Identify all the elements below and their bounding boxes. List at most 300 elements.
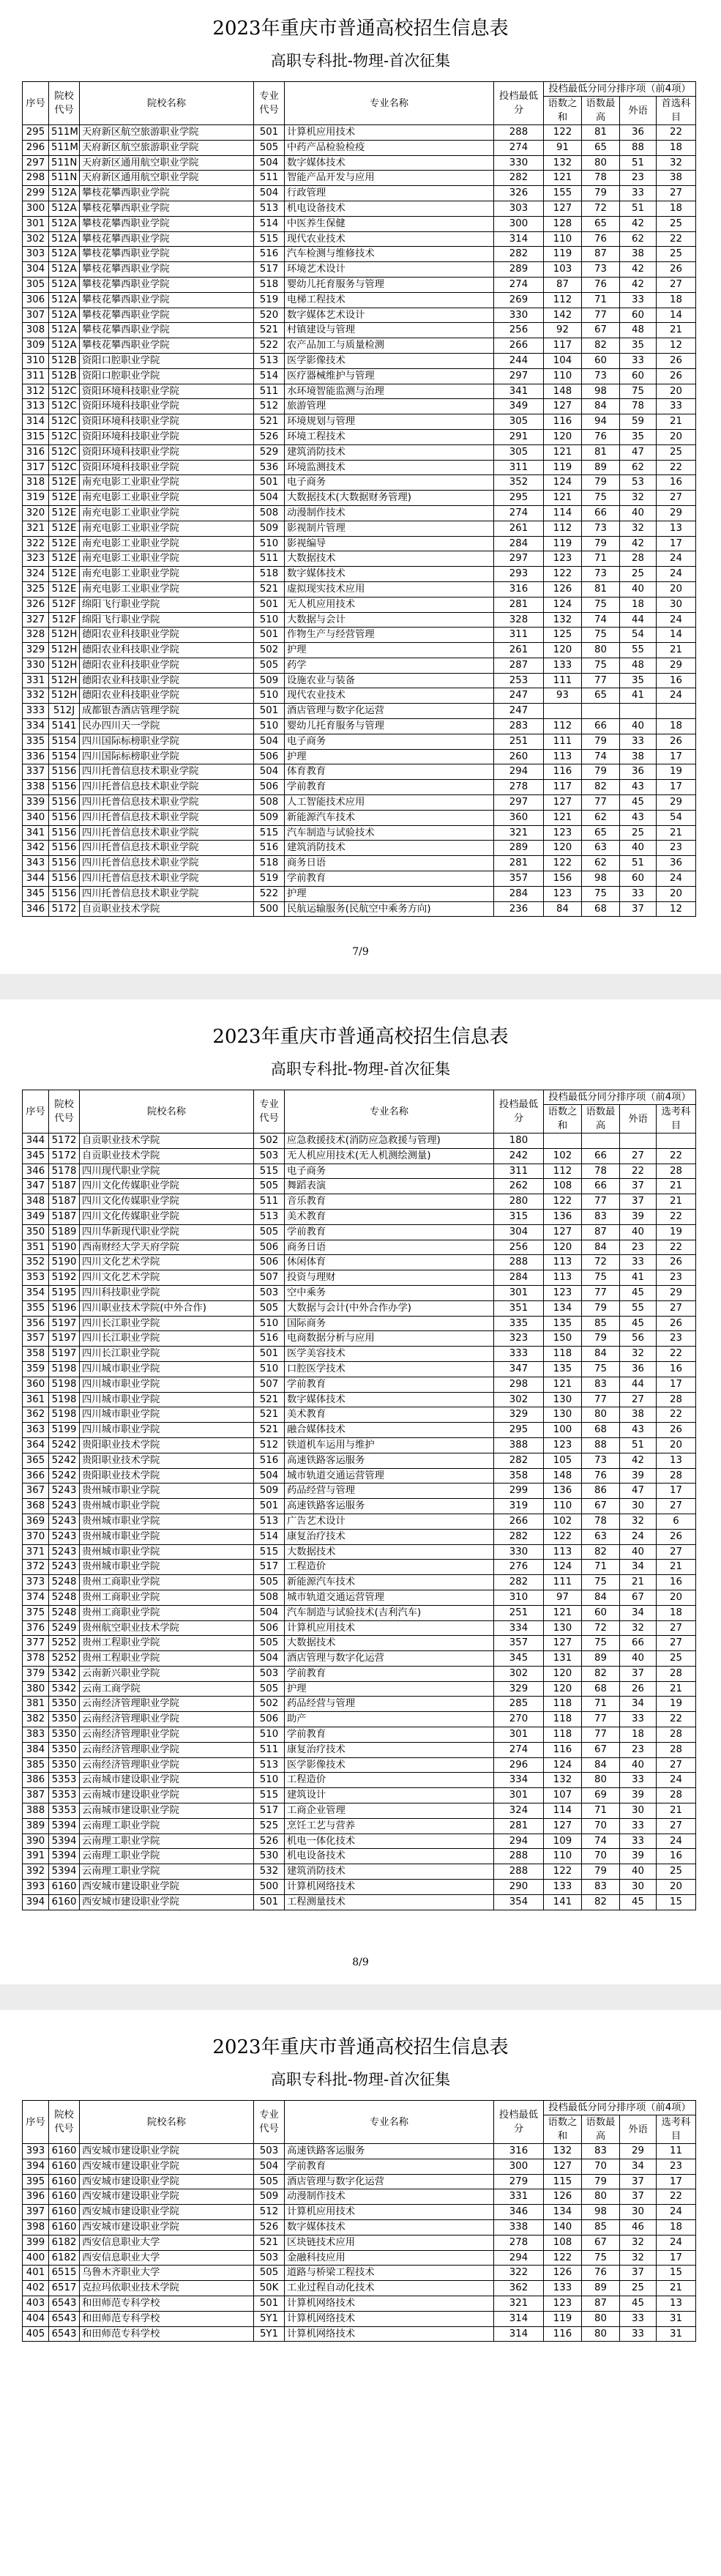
table-cell: 82 — [582, 780, 620, 795]
table-cell: 512B — [49, 368, 80, 384]
table-cell: 380 — [23, 1681, 49, 1697]
page-title: 2023年重庆市普通高校招生信息表 — [212, 2036, 509, 2058]
table-cell: 30 — [620, 1880, 657, 1895]
table-cell: 393 — [23, 1880, 49, 1895]
table-cell: 303 — [494, 201, 544, 216]
table-row — [23, 1575, 696, 1590]
table-cell: 空中乘务 — [285, 1285, 494, 1300]
table-row — [23, 628, 696, 643]
table-cell: 320 — [23, 505, 49, 521]
table-row — [23, 1377, 696, 1392]
table-cell: 68 — [582, 1423, 620, 1438]
table-cell: 310 — [494, 1590, 544, 1605]
table-row — [23, 1484, 696, 1499]
table-cell: 西安城市建设职业学院 — [80, 2205, 254, 2220]
table-cell: 288 — [494, 1864, 544, 1880]
table-cell: 虚拟现实技术应用 — [285, 581, 494, 597]
table-cell: 37 — [620, 2174, 657, 2189]
table-cell: 310 — [23, 353, 49, 368]
table-cell: 369 — [23, 1514, 49, 1529]
table-cell: 502 — [254, 643, 285, 658]
table-cell: 36 — [620, 1361, 657, 1377]
table-cell: 四川文化艺术学院 — [80, 1270, 254, 1286]
table-cell: 84 — [582, 1757, 620, 1773]
table-cell: 67 — [582, 1742, 620, 1757]
table-cell: 324 — [23, 567, 49, 582]
table-cell: 522 — [254, 886, 285, 901]
table-cell: 26 — [657, 734, 696, 749]
table-cell: 77 — [582, 1285, 620, 1300]
table-cell: 13 — [657, 1453, 696, 1468]
table-cell: 16 — [657, 673, 696, 688]
table-row — [23, 704, 696, 719]
table-cell: 40 — [620, 1224, 657, 1240]
table-cell: 药品经营与管理 — [285, 1697, 494, 1712]
table-cell: 536 — [254, 460, 285, 475]
table-cell: 智能产品开发与应用 — [285, 171, 494, 186]
table-cell: 21 — [657, 825, 696, 841]
table-cell: 25 — [620, 567, 657, 582]
table-cell: 120 — [544, 841, 582, 856]
table-cell: 323 — [23, 551, 49, 567]
table-cell: 360 — [23, 1377, 49, 1392]
table-row — [23, 201, 696, 216]
table-cell: 6 — [657, 1514, 696, 1529]
table-cell: 护理 — [285, 1681, 494, 1697]
table-cell: 60 — [582, 353, 620, 368]
table-cell: 5197 — [49, 1347, 80, 1362]
table-cell: 四川文化传媒职业学院 — [80, 1209, 254, 1224]
table-cell: 18 — [657, 201, 696, 216]
table-cell: 学前教育 — [285, 871, 494, 887]
table-cell: 电子商务 — [285, 734, 494, 749]
table-cell: 四川托普信息技术职业学院 — [80, 886, 254, 901]
table-cell: 数字媒体技术 — [285, 567, 494, 582]
page-9 — [0, 2010, 721, 2576]
table-row — [23, 1818, 696, 1834]
table-cell: 123 — [544, 886, 582, 901]
table-cell: 5197 — [49, 1331, 80, 1347]
table-cell: 学前教育 — [285, 2159, 494, 2174]
table-row — [23, 734, 696, 749]
table-cell: 511N — [49, 155, 80, 171]
table-cell: 512E — [49, 567, 80, 582]
table-cell: 515 — [254, 231, 285, 247]
table-cell: 131 — [544, 1651, 582, 1667]
table-cell: 17 — [657, 1377, 696, 1392]
table-cell: 503 — [254, 1285, 285, 1300]
table-cell: 296 — [23, 140, 49, 155]
table-cell: 新能源汽车技术 — [285, 1575, 494, 1590]
table-cell: 289 — [494, 841, 544, 856]
table-cell: 79 — [582, 536, 620, 551]
table-cell: 155 — [544, 186, 582, 201]
table-cell: 506 — [254, 780, 285, 795]
table-cell: 357 — [494, 1636, 544, 1651]
table-cell: 388 — [23, 1803, 49, 1819]
table-row — [23, 1727, 696, 1743]
table-row — [23, 277, 696, 292]
table-cell: 104 — [544, 353, 582, 368]
table-row — [23, 2326, 696, 2342]
table-cell: 33 — [620, 734, 657, 749]
table-cell: 124 — [544, 597, 582, 612]
table-row — [23, 1148, 696, 1164]
table-cell: 299 — [494, 1484, 544, 1499]
table-cell: 贵州城市职业学院 — [80, 1529, 254, 1544]
table-cell: 27 — [657, 1499, 696, 1514]
table-cell: 339 — [23, 795, 49, 811]
table-cell: 24 — [657, 551, 696, 567]
table-cell: 37 — [620, 2189, 657, 2205]
table-cell: 305 — [494, 444, 544, 460]
table-cell: 计算机应用技术 — [285, 2205, 494, 2220]
table-cell: 84 — [582, 1240, 620, 1255]
table-cell: 6160 — [49, 2189, 80, 2205]
table-cell: 512C — [49, 384, 80, 399]
table-cell: 云南理工职业学院 — [80, 1834, 254, 1849]
table-cell: 357 — [494, 871, 544, 887]
table-cell: 42 — [620, 216, 657, 231]
table-cell: 501 — [254, 1499, 285, 1514]
table-cell: 511 — [254, 1194, 285, 1210]
table-cell: 攀枝花攀西职业学院 — [80, 201, 254, 216]
table-cell: 504 — [254, 1605, 285, 1620]
table-cell: 28 — [657, 1164, 696, 1179]
table-cell: 33 — [620, 353, 657, 368]
table-cell: 24 — [657, 688, 696, 704]
table-cell: 54 — [620, 628, 657, 643]
table-cell: 四川职业技术学院(中外合作) — [80, 1300, 254, 1316]
table-cell: 86 — [582, 1484, 620, 1499]
table-cell: 80 — [582, 2189, 620, 2205]
table-cell: 75 — [582, 628, 620, 643]
table-cell: 40 — [620, 841, 657, 856]
table-cell: 影视编导 — [285, 536, 494, 551]
table-cell: 304 — [23, 262, 49, 278]
table-cell: 330 — [494, 155, 544, 171]
table-cell: 45 — [620, 2296, 657, 2311]
table-row — [23, 1636, 696, 1651]
page-number: 7/9 — [352, 946, 369, 958]
table-cell: 建筑消防技术 — [285, 444, 494, 460]
table-cell: 12 — [657, 338, 696, 354]
table-cell: 27 — [657, 491, 696, 506]
table-cell: 304 — [494, 1224, 544, 1240]
table-cell: 344 — [23, 871, 49, 887]
table-cell: 123 — [544, 551, 582, 567]
table-cell: 504 — [254, 2159, 285, 2174]
table-cell: 71 — [582, 1560, 620, 1575]
table-cell: 282 — [494, 1529, 544, 1544]
table-cell: 24 — [657, 1773, 696, 1788]
table-cell: 65 — [582, 140, 620, 155]
table-cell: 122 — [544, 1529, 582, 1544]
table-cell: 512A — [49, 201, 80, 216]
table-cell: 297 — [494, 551, 544, 567]
table-cell: 四川文化传媒职业学院 — [80, 1179, 254, 1194]
table-cell: 123 — [544, 1285, 582, 1300]
table-cell: 45 — [620, 1894, 657, 1910]
header-group: 投档最低分同分排序项（前4项） — [544, 82, 696, 97]
header-seq: 序号 — [23, 1090, 49, 1133]
table-cell: 79 — [582, 734, 620, 749]
table-cell: 5353 — [49, 1803, 80, 1819]
table-cell: 294 — [494, 1834, 544, 1849]
table-cell: 517 — [254, 1803, 285, 1819]
table-cell: 396 — [23, 2189, 49, 2205]
table-cell: 5187 — [49, 1209, 80, 1224]
table-cell: 43 — [620, 810, 657, 825]
table-cell: 330 — [23, 658, 49, 673]
table-cell: 康复治疗技术 — [285, 1742, 494, 1757]
table-cell: 5199 — [49, 1423, 80, 1438]
table-cell: 75 — [582, 1270, 620, 1286]
table-cell: 康复治疗技术 — [285, 1529, 494, 1544]
table-cell: 85 — [582, 2219, 620, 2235]
table-cell: 334 — [23, 719, 49, 734]
table-cell: 5154 — [49, 749, 80, 764]
table-cell: 投资与理财 — [285, 1270, 494, 1286]
table-cell: 88 — [620, 140, 657, 155]
table-row — [23, 475, 696, 491]
table-cell: 高速铁路客运服务 — [285, 2144, 494, 2159]
table-cell: 27 — [657, 1620, 696, 1636]
table-cell: 48 — [620, 658, 657, 673]
table-cell: 316 — [494, 2144, 544, 2159]
header-school-name: 院校名称 — [80, 2101, 254, 2144]
table-row — [23, 1788, 696, 1803]
table-cell: 6160 — [49, 2219, 80, 2235]
table-cell: 5242 — [49, 1437, 80, 1453]
table-row — [23, 1590, 696, 1605]
table-cell: 四川长江职业学院 — [80, 1316, 254, 1331]
table-cell: 93 — [544, 688, 582, 704]
header-xuanke: 首选科目 — [657, 97, 696, 125]
table-cell: 274 — [494, 277, 544, 292]
table-cell: 计算机应用技术 — [285, 125, 494, 141]
table-cell: 39 — [620, 1788, 657, 1803]
table-cell: 66 — [582, 505, 620, 521]
table-cell: 41 — [620, 1270, 657, 1286]
table-cell: 云南工商学院 — [80, 1681, 254, 1697]
table-cell: 40 — [620, 1651, 657, 1667]
table-cell: 512C — [49, 460, 80, 475]
table-cell: 四川科技职业学院 — [80, 1285, 254, 1300]
table-row — [23, 1437, 696, 1453]
table-cell: 南充电影工业职业学院 — [80, 491, 254, 506]
table-cell: 148 — [544, 1468, 582, 1484]
table-cell: 68 — [582, 1681, 620, 1697]
table-cell: 20 — [657, 581, 696, 597]
table-cell: 人工智能技术应用 — [285, 795, 494, 811]
table-cell: 31 — [657, 2311, 696, 2326]
table-cell: 34 — [620, 1560, 657, 1575]
table-row — [23, 1392, 696, 1407]
table-cell: 35 — [620, 338, 657, 354]
table-cell: 300 — [23, 201, 49, 216]
table-cell: 122 — [544, 1864, 582, 1880]
table-row — [23, 1894, 696, 1910]
table-cell: 酒店管理与数字化运营 — [285, 704, 494, 719]
table-cell: 505 — [254, 1179, 285, 1194]
table-cell: 266 — [494, 1514, 544, 1529]
table-cell: 362 — [494, 2281, 544, 2296]
table-cell: 贵州工程职业学院 — [80, 1651, 254, 1667]
table-cell — [544, 1133, 582, 1149]
table-cell: 13 — [657, 2296, 696, 2311]
table-cell: 503 — [254, 1148, 285, 1164]
table-cell: 36 — [620, 764, 657, 780]
table-cell: 53 — [620, 475, 657, 491]
table-cell: 501 — [254, 628, 285, 643]
table-cell: 5243 — [49, 1484, 80, 1499]
table-cell: 512A — [49, 216, 80, 231]
table-row — [23, 1407, 696, 1423]
table-cell: 319 — [494, 1499, 544, 1514]
table-cell: 18 — [620, 1727, 657, 1743]
table-cell: 四川城市职业学院 — [80, 1423, 254, 1438]
table-cell: 5248 — [49, 1590, 80, 1605]
table-cell: 22 — [657, 1148, 696, 1164]
table-cell: 385 — [23, 1757, 49, 1773]
table-cell: 521 — [254, 1423, 285, 1438]
table-cell: 393 — [23, 2144, 49, 2159]
table-cell: 298 — [23, 171, 49, 186]
table-cell: 94 — [582, 414, 620, 430]
table-cell: 现代农业技术 — [285, 688, 494, 704]
table-cell: 351 — [23, 1240, 49, 1255]
table-cell: 82 — [582, 1544, 620, 1560]
table-cell: 79 — [582, 1864, 620, 1880]
table-cell: 117 — [544, 338, 582, 354]
table-cell: 505 — [254, 1224, 285, 1240]
table-cell: 水环境智能监测与治理 — [285, 384, 494, 399]
table-cell: 76 — [582, 277, 620, 292]
table-cell: 37 — [620, 1666, 657, 1681]
table-cell: 119 — [544, 536, 582, 551]
table-cell: 102 — [544, 1148, 582, 1164]
table-cell: 30 — [657, 597, 696, 612]
table-cell: 284 — [494, 1270, 544, 1286]
table-cell: 390 — [23, 1834, 49, 1849]
table-cell: 504 — [254, 155, 285, 171]
table-cell: 355 — [23, 1300, 49, 1316]
table-cell: 工商企业管理 — [285, 1803, 494, 1819]
table-cell: 84 — [544, 901, 582, 917]
table-cell: 500 — [254, 1880, 285, 1895]
table-body — [23, 1133, 696, 1910]
table-cell: 医学影像技术 — [285, 353, 494, 368]
table-cell: 33 — [620, 1818, 657, 1834]
table-cell: 17 — [657, 2250, 696, 2266]
table-cell: 329 — [494, 1407, 544, 1423]
table-cell: 107 — [544, 1788, 582, 1803]
table-cell: 266 — [494, 338, 544, 354]
table-cell: 329 — [23, 643, 49, 658]
table-cell: 35 — [620, 673, 657, 688]
table-cell: 512H — [49, 643, 80, 658]
table-cell: 321 — [494, 2296, 544, 2311]
table-cell: 123 — [544, 2296, 582, 2311]
table-cell: 城市轨道交通运营管理 — [285, 1590, 494, 1605]
table-cell: 四川文化艺术学院 — [80, 1255, 254, 1270]
table-cell: 512A — [49, 231, 80, 247]
table-cell: 贵州城市职业学院 — [80, 1560, 254, 1575]
table-cell: 316 — [494, 581, 544, 597]
table-cell: 302 — [494, 1666, 544, 1681]
table-cell: 116 — [544, 414, 582, 430]
table-cell: 504 — [254, 491, 285, 506]
table-cell: 363 — [23, 1423, 49, 1438]
table-cell: 环境工程技术 — [285, 429, 494, 444]
table-cell: 72 — [582, 1255, 620, 1270]
table-cell: 63 — [582, 841, 620, 856]
table-cell: 23 — [657, 841, 696, 856]
table-cell: 509 — [254, 521, 285, 536]
table-cell: 南充电影工业职业学院 — [80, 505, 254, 521]
table-cell: 295 — [23, 125, 49, 141]
table-cell: 5156 — [49, 871, 80, 887]
table-cell: 6160 — [49, 2174, 80, 2189]
table-cell: 电子商务 — [285, 1164, 494, 1179]
table-cell: 507 — [254, 1377, 285, 1392]
table-cell: 56 — [620, 1331, 657, 1347]
table-cell: 电商数据分析与应用 — [285, 1331, 494, 1347]
table-cell: 贵阳职业技术学院 — [80, 1468, 254, 1484]
table-cell: 65 — [582, 825, 620, 841]
table-cell: 365 — [23, 1453, 49, 1468]
table-cell: 514 — [254, 1529, 285, 1544]
table-cell: 77 — [582, 308, 620, 323]
table-cell: 530 — [254, 1849, 285, 1864]
table-cell: 295 — [494, 491, 544, 506]
table-cell: 311 — [494, 1164, 544, 1179]
table-cell: 药品经营与管理 — [285, 1484, 494, 1499]
table-cell: 舞蹈表演 — [285, 1179, 494, 1194]
table-cell: 111 — [544, 1575, 582, 1590]
table-row — [23, 1880, 696, 1895]
table-cell: 37 — [620, 1179, 657, 1194]
page-7 — [0, 0, 721, 974]
table-row — [23, 2159, 696, 2174]
table-cell: 132 — [544, 155, 582, 171]
table-cell: 机电设备技术 — [285, 1849, 494, 1864]
table-cell: 108 — [544, 2235, 582, 2250]
table-cell: 25 — [620, 2281, 657, 2296]
table-cell: 28 — [657, 1392, 696, 1407]
table-cell: 521 — [254, 2235, 285, 2250]
table-cell: 297 — [494, 795, 544, 811]
table-cell: 362 — [23, 1407, 49, 1423]
table-cell: 16 — [657, 1575, 696, 1590]
table-cell: 和田师范专科学校 — [80, 2296, 254, 2311]
table-cell: 贵州工程职业学院 — [80, 1636, 254, 1651]
table-cell: 四川托普信息技术职业学院 — [80, 871, 254, 887]
table-row — [23, 140, 696, 155]
table-cell: 256 — [494, 323, 544, 338]
table-cell: 132 — [544, 1773, 582, 1788]
table-cell: 121 — [544, 810, 582, 825]
table-cell: 5156 — [49, 810, 80, 825]
table-cell: 42 — [620, 1453, 657, 1468]
table-row — [23, 1209, 696, 1224]
table-cell: 89 — [582, 2281, 620, 2296]
table-cell: 509 — [254, 2189, 285, 2205]
table-cell: 22 — [657, 231, 696, 247]
table-cell: 四川托普信息技术职业学院 — [80, 841, 254, 856]
table-cell: 云南经济管理职业学院 — [80, 1757, 254, 1773]
